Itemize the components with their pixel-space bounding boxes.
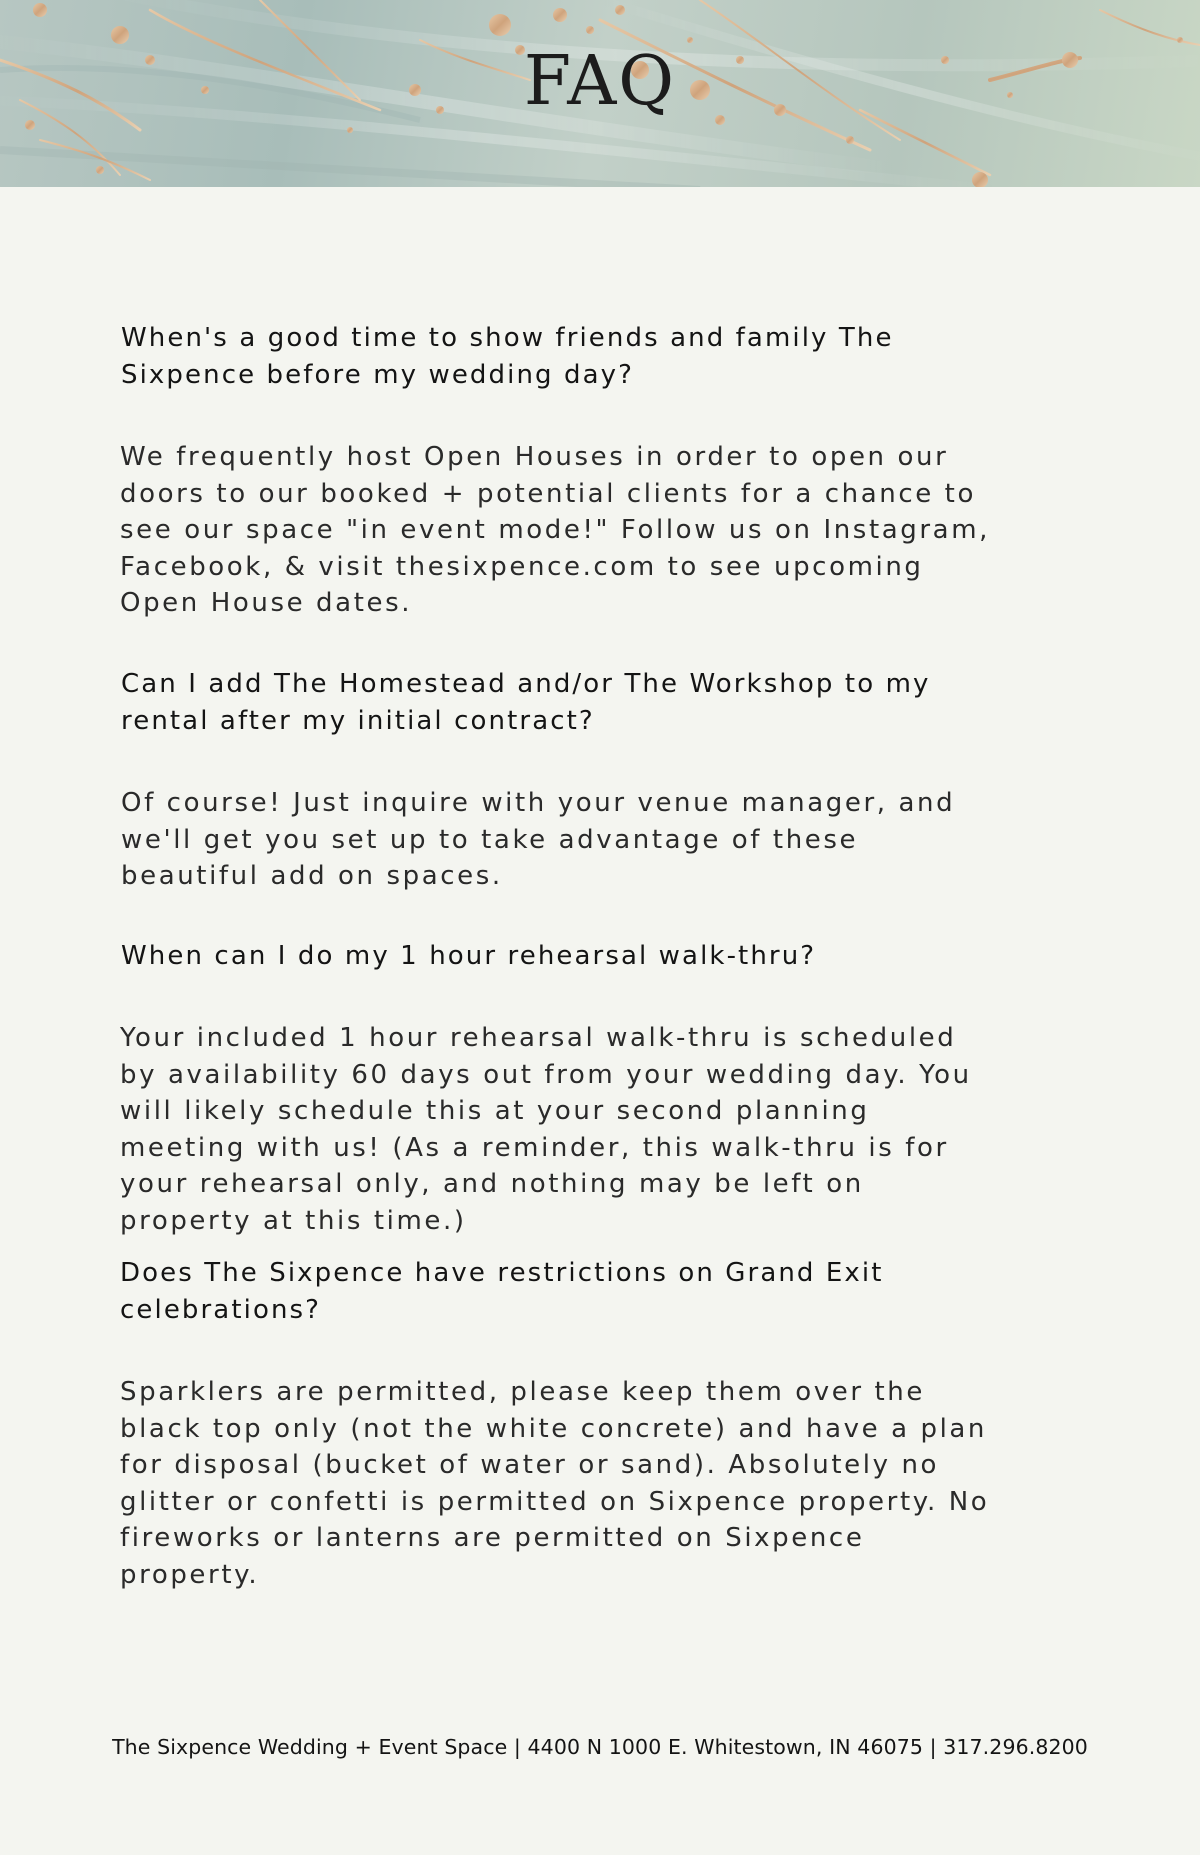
faq-question: Can I add The Homestead and/or The Workshop to my rental after my initial contract? <box>121 669 931 736</box>
faq-answer: Your included 1 hour rehearsal walk-thru is scheduled by availability 60 days out from your wedding day. You will likely schedule this at your second planning meeting with us! (As a reminder, this walk-thru is for your rehearsal only, and nothing may be left on property at this time.) <box>120 1023 972 1236</box>
faq-question: When's a good time to show friends and family The Sixpence before my wedding day? <box>121 323 894 390</box>
faq-question: Does The Sixpence have restrictions on Grand Exit celebrations? <box>120 1258 884 1325</box>
header-banner <box>0 0 1200 187</box>
footer-contact-info: The Sixpence Wedding + Event Space | 4400 N 1000 E. Whitestown, IN 46075 | 317.296.8200 <box>112 1735 1088 1759</box>
faq-answer: We frequently host Open Houses in order to open our doors to our booked + potential clients for a chance to see our space "in event mode!" Follow us on Instagram, Facebook, & visit thesixpence.com to see upcoming Open House dates. <box>120 442 990 618</box>
page-title: FAQ <box>523 42 677 121</box>
faq-answer: Sparklers are permitted, please keep them over the black top only (not the white concrete) and have a plan for disposal (bucket of water or sand). Absolutely no glitter or confetti is permitted on Sixpence property. No fireworks or lanterns are permitted on Sixpence property. <box>120 1377 990 1590</box>
faq-question: When can I do my 1 hour rehearsal walk-thru? <box>121 941 817 971</box>
faq-answer: Of course! Just inquire with your venue manager, and we'll get you set up to take advantage of these beautiful add on spaces. <box>121 788 956 891</box>
